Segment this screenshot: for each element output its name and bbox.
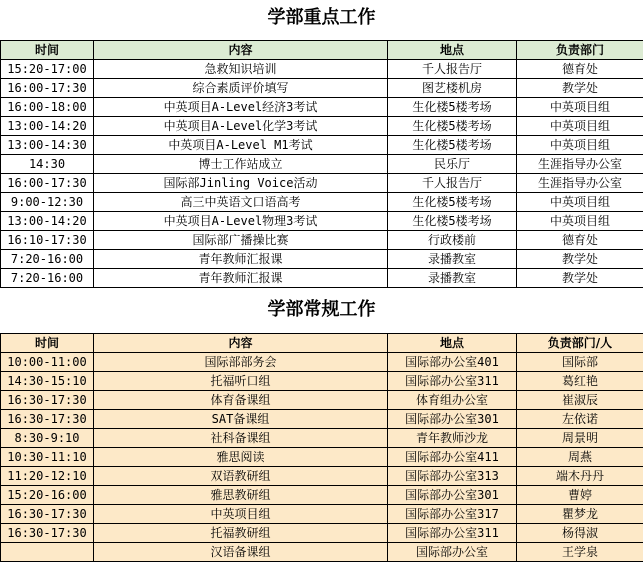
cell-department: 中英项目组 bbox=[517, 193, 643, 212]
cell-place: 国际部办公室301 bbox=[388, 410, 517, 429]
cell-content: 托福教研组 bbox=[94, 524, 388, 543]
cell-place: 国际部办公室317 bbox=[388, 505, 517, 524]
table-row bbox=[1, 353, 643, 372]
cell-content: 汉语备课组 bbox=[94, 543, 388, 562]
cell-place: 民乐厅 bbox=[388, 155, 517, 174]
table-row bbox=[1, 448, 643, 467]
cell-content: 综合素质评价填写 bbox=[94, 79, 388, 98]
cell-content: 双语教研组 bbox=[94, 467, 388, 486]
table-row bbox=[1, 410, 643, 429]
cell-department: 中英项目组 bbox=[517, 98, 643, 117]
cell-content: 急救知识培训 bbox=[94, 60, 388, 79]
cell-content: 社科备课组 bbox=[94, 429, 388, 448]
cell-department: 中英项目组 bbox=[517, 212, 643, 231]
cell-place: 千人报告厅 bbox=[388, 174, 517, 193]
cell-department: 杨得淑 bbox=[517, 524, 643, 543]
cell-department: 国际部 bbox=[517, 353, 643, 372]
table-row bbox=[1, 391, 643, 410]
cell-content: SAT备课组 bbox=[94, 410, 388, 429]
cell-content: 国际部Jinling Voice活动 bbox=[94, 174, 388, 193]
cell-time: 16:30-17:30 bbox=[1, 505, 94, 524]
cell-place: 录播教室 bbox=[388, 250, 517, 269]
cell-content: 体育备课组 bbox=[94, 391, 388, 410]
table-row bbox=[1, 429, 643, 448]
key-work-title: 学部重点工作 bbox=[0, 6, 643, 30]
table-row bbox=[1, 524, 643, 543]
cell-time: 16:30-17:30 bbox=[1, 524, 94, 543]
table-row bbox=[1, 467, 643, 486]
table-header-row bbox=[1, 41, 643, 60]
column-header-time: 时间 bbox=[1, 41, 94, 60]
cell-time: 16:30-17:30 bbox=[1, 410, 94, 429]
cell-time: 13:00-14:30 bbox=[1, 136, 94, 155]
column-header-department-person: 负责部门/人 bbox=[517, 334, 643, 353]
cell-department: 德育处 bbox=[517, 60, 643, 79]
cell-content: 中英项目组 bbox=[94, 505, 388, 524]
cell-department: 崔淑辰 bbox=[517, 391, 643, 410]
cell-place: 体育组办公室 bbox=[388, 391, 517, 410]
cell-place: 生化楼5楼考场 bbox=[388, 193, 517, 212]
cell-place: 国际部办公室311 bbox=[388, 372, 517, 391]
cell-content: 雅思教研组 bbox=[94, 486, 388, 505]
cell-department: 中英项目组 bbox=[517, 117, 643, 136]
cell-content: 高三中英语文口语高考 bbox=[94, 193, 388, 212]
table-row bbox=[1, 372, 643, 391]
cell-department: 生涯指导办公室 bbox=[517, 174, 643, 193]
cell-time: 16:00-17:30 bbox=[1, 79, 94, 98]
column-header-place: 地点 bbox=[388, 334, 517, 353]
cell-content: 中英项目A-Level物理3考试 bbox=[94, 212, 388, 231]
cell-time: 15:20-17:00 bbox=[1, 60, 94, 79]
cell-place: 国际部办公室401 bbox=[388, 353, 517, 372]
cell-department: 左依诺 bbox=[517, 410, 643, 429]
table-row bbox=[1, 505, 643, 524]
cell-place: 行政楼前 bbox=[388, 231, 517, 250]
cell-time: 10:00-11:00 bbox=[1, 353, 94, 372]
table-row bbox=[1, 98, 643, 117]
cell-content: 青年教师汇报课 bbox=[94, 250, 388, 269]
cell-place: 国际部办公室411 bbox=[388, 448, 517, 467]
routine-work-table bbox=[0, 333, 643, 562]
cell-department: 教学处 bbox=[517, 250, 643, 269]
cell-place: 生化楼5楼考场 bbox=[388, 117, 517, 136]
cell-department: 曹婷 bbox=[517, 486, 643, 505]
column-header-time: 时间 bbox=[1, 334, 94, 353]
column-header-place: 地点 bbox=[388, 41, 517, 60]
cell-time: 14:30 bbox=[1, 155, 94, 174]
cell-department: 周景明 bbox=[517, 429, 643, 448]
cell-place: 青年教师沙龙 bbox=[388, 429, 517, 448]
cell-content: 中英项目A-Level M1考试 bbox=[94, 136, 388, 155]
cell-department: 教学处 bbox=[517, 79, 643, 98]
table-row bbox=[1, 174, 643, 193]
cell-department: 中英项目组 bbox=[517, 136, 643, 155]
cell-content: 中英项目A-Level经济3考试 bbox=[94, 98, 388, 117]
table-row bbox=[1, 136, 643, 155]
cell-department: 葛红艳 bbox=[517, 372, 643, 391]
cell-department: 教学处 bbox=[517, 269, 643, 288]
table-row bbox=[1, 117, 643, 136]
cell-department: 周燕 bbox=[517, 448, 643, 467]
cell-time: 16:10-17:30 bbox=[1, 231, 94, 250]
cell-content: 中英项目A-Level化学3考试 bbox=[94, 117, 388, 136]
column-header-content: 内容 bbox=[94, 41, 388, 60]
cell-place: 生化楼5楼考场 bbox=[388, 136, 517, 155]
table-row bbox=[1, 231, 643, 250]
table-row bbox=[1, 212, 643, 231]
cell-time: 10:30-11:10 bbox=[1, 448, 94, 467]
cell-content: 托福听口组 bbox=[94, 372, 388, 391]
cell-place: 国际部办公室301 bbox=[388, 486, 517, 505]
cell-content: 博士工作站成立 bbox=[94, 155, 388, 174]
table-header-row bbox=[1, 334, 643, 353]
cell-place: 生化楼5楼考场 bbox=[388, 98, 517, 117]
cell-time: 8:30-9:10 bbox=[1, 429, 94, 448]
cell-content: 雅思阅读 bbox=[94, 448, 388, 467]
cell-department: 德育处 bbox=[517, 231, 643, 250]
cell-place: 国际部办公室313 bbox=[388, 467, 517, 486]
cell-content: 国际部广播操比赛 bbox=[94, 231, 388, 250]
table-row bbox=[1, 250, 643, 269]
cell-place: 录播教室 bbox=[388, 269, 517, 288]
cell-place: 千人报告厅 bbox=[388, 60, 517, 79]
cell-department: 端木丹丹 bbox=[517, 467, 643, 486]
cell-time bbox=[1, 543, 94, 562]
table-row bbox=[1, 269, 643, 288]
cell-place: 国际部办公室311 bbox=[388, 524, 517, 543]
cell-time: 9:00-12:30 bbox=[1, 193, 94, 212]
cell-time: 15:20-16:00 bbox=[1, 486, 94, 505]
cell-time: 16:00-17:30 bbox=[1, 174, 94, 193]
table-row bbox=[1, 60, 643, 79]
column-header-department: 负责部门 bbox=[517, 41, 643, 60]
cell-place: 图艺楼机房 bbox=[388, 79, 517, 98]
table-row bbox=[1, 543, 643, 562]
cell-time: 11:20-12:10 bbox=[1, 467, 94, 486]
cell-place: 生化楼5楼考场 bbox=[388, 212, 517, 231]
cell-place: 国际部办公室 bbox=[388, 543, 517, 562]
table-row bbox=[1, 79, 643, 98]
cell-department: 王学泉 bbox=[517, 543, 643, 562]
cell-content: 国际部部务会 bbox=[94, 353, 388, 372]
cell-time: 13:00-14:20 bbox=[1, 212, 94, 231]
table-row bbox=[1, 486, 643, 505]
cell-time: 7:20-16:00 bbox=[1, 269, 94, 288]
cell-time: 16:00-18:00 bbox=[1, 98, 94, 117]
column-header-content: 内容 bbox=[94, 334, 388, 353]
cell-time: 7:20-16:00 bbox=[1, 250, 94, 269]
table-row bbox=[1, 155, 643, 174]
cell-content: 青年教师汇报课 bbox=[94, 269, 388, 288]
cell-department: 生涯指导办公室 bbox=[517, 155, 643, 174]
routine-work-title: 学部常规工作 bbox=[0, 298, 643, 322]
cell-time: 13:00-14:20 bbox=[1, 117, 94, 136]
cell-time: 16:30-17:30 bbox=[1, 391, 94, 410]
cell-time: 14:30-15:10 bbox=[1, 372, 94, 391]
cell-department: 瞿梦龙 bbox=[517, 505, 643, 524]
table-row bbox=[1, 193, 643, 212]
key-work-table bbox=[0, 40, 643, 288]
